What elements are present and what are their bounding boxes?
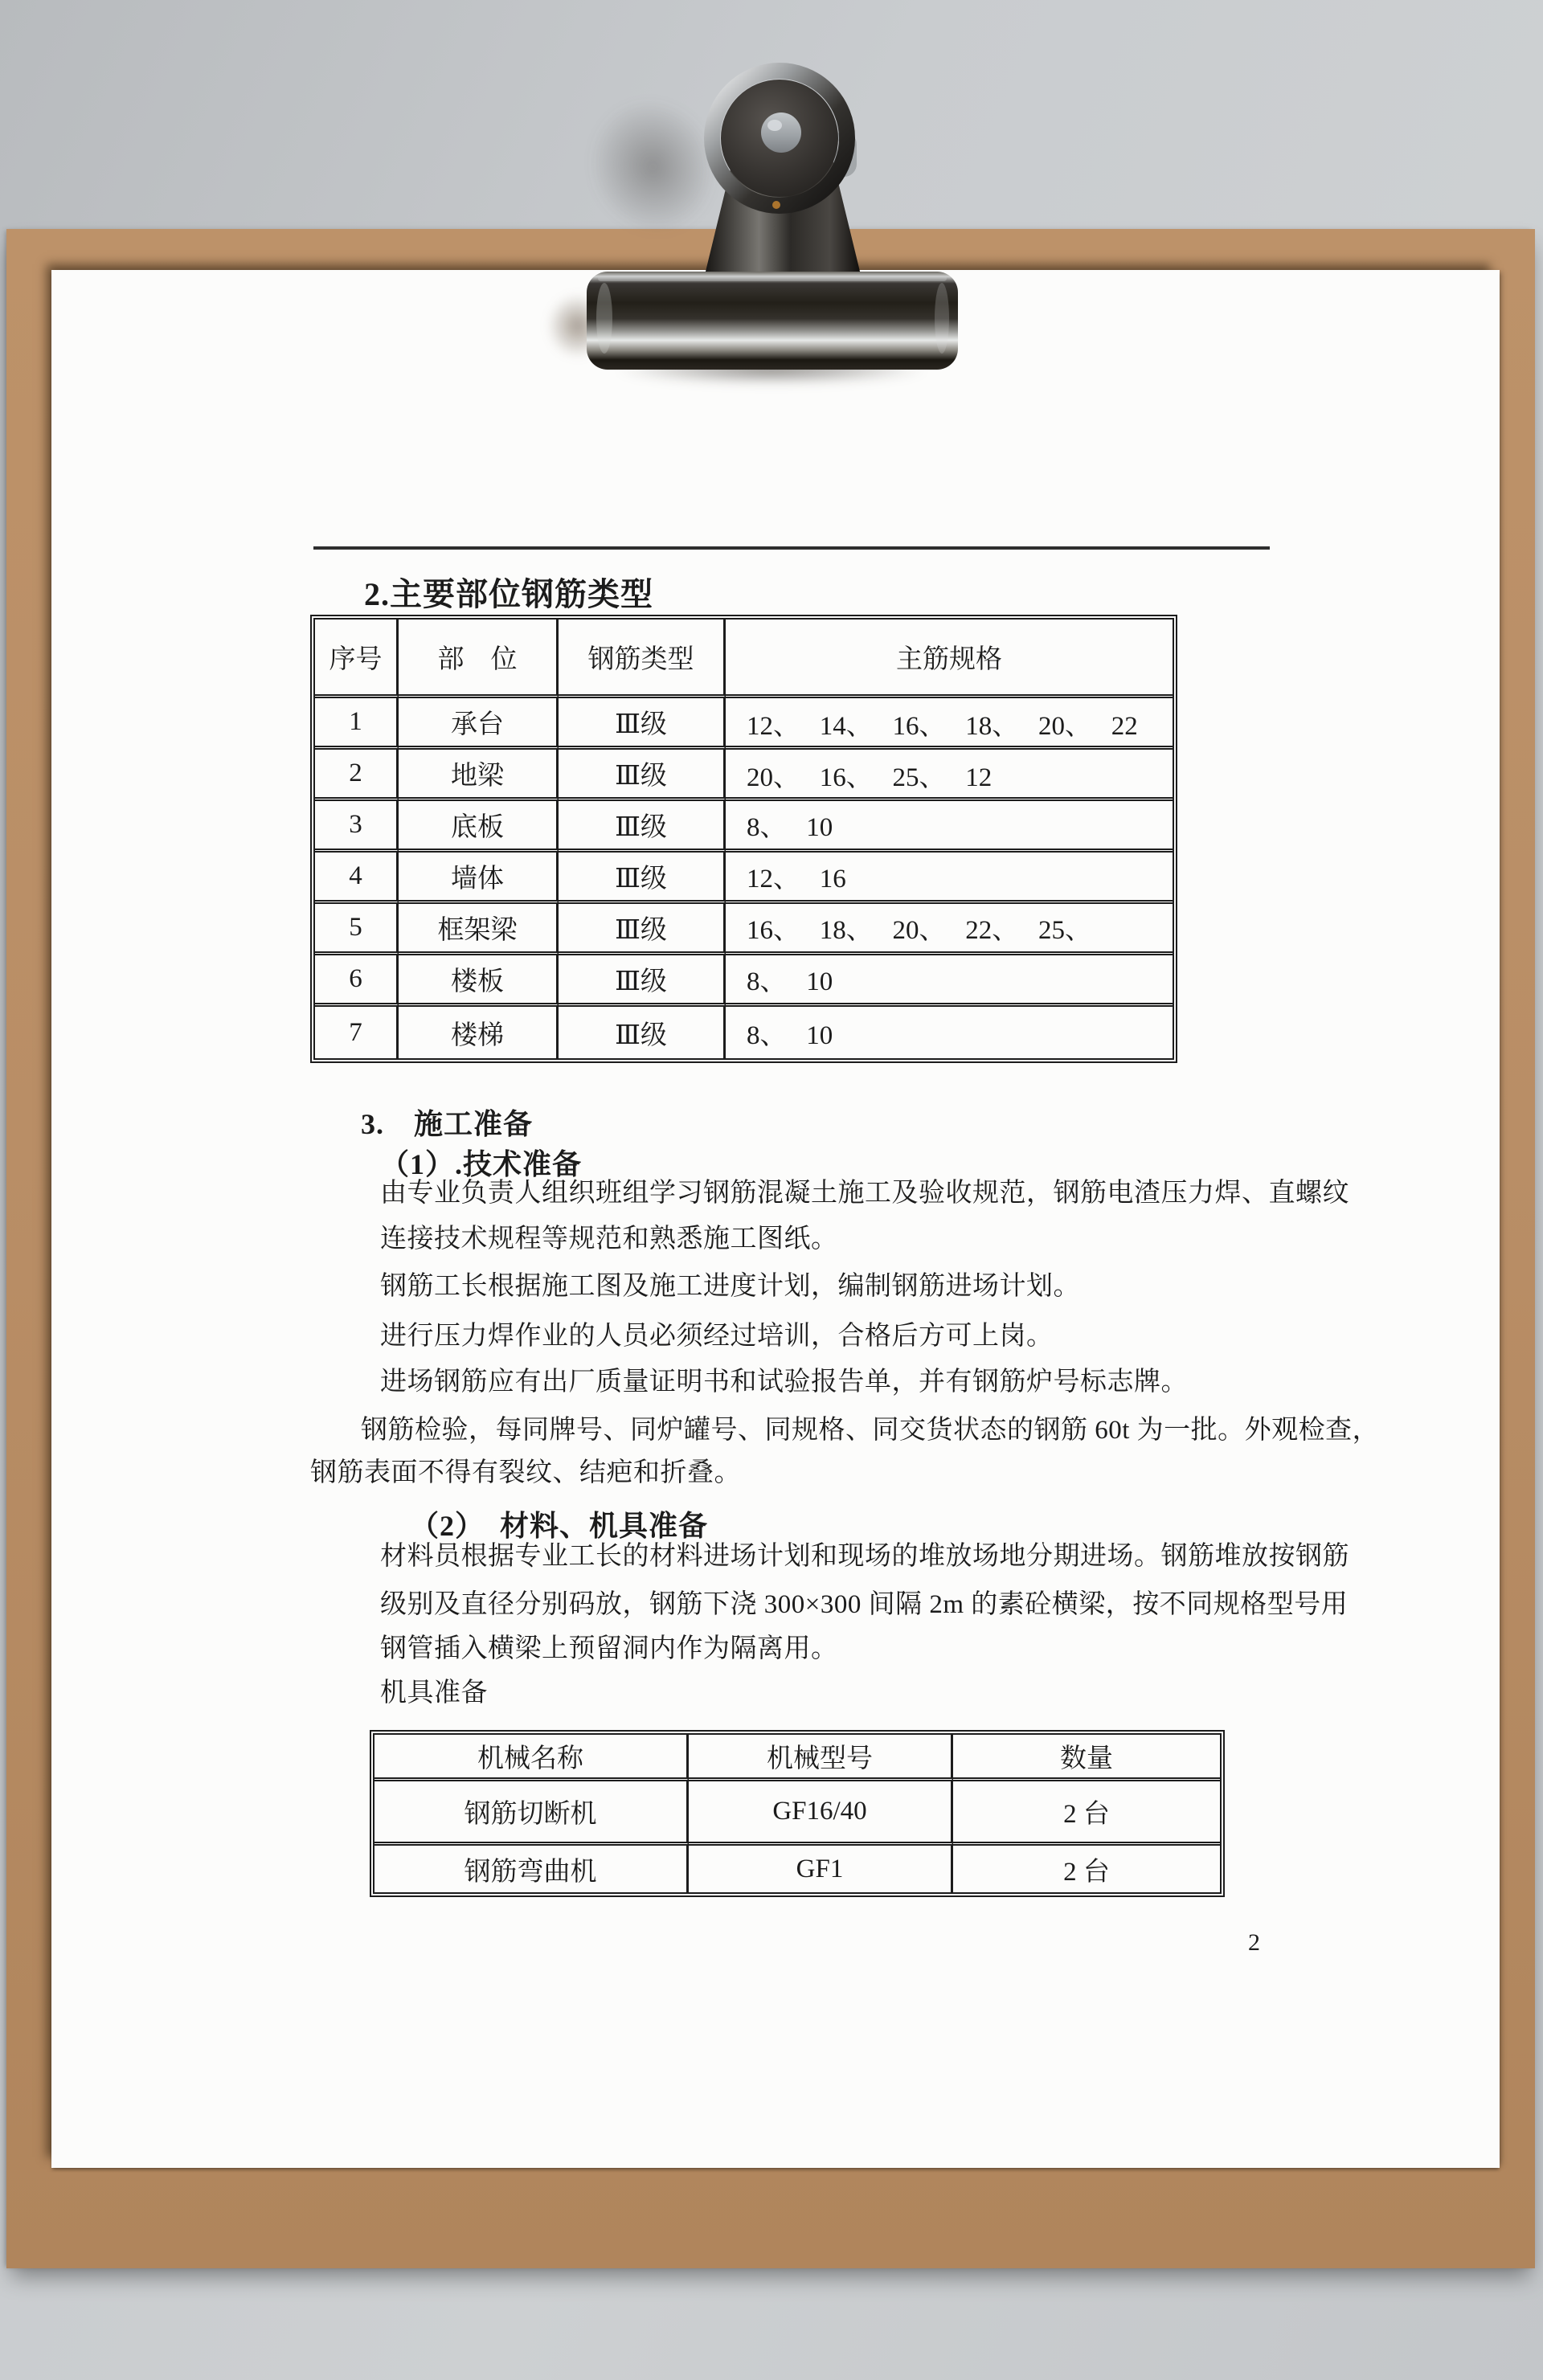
cell-spec: 8、 10: [747, 1020, 833, 1050]
clip-glint: [772, 201, 780, 209]
paragraph-line: 进场钢筋应有出厂质量证明书和试验报告单，并有钢筋炉号标志牌。: [380, 1368, 1188, 1397]
cell-spec: 16、 18、 20、 22、 25、: [726, 904, 1173, 955]
rebar-table: [310, 615, 1177, 1063]
cell-type: Ⅲ级: [559, 1007, 726, 1058]
cell-spec: 12、 14、 16、 18、 20、 22: [726, 698, 1173, 750]
paragraph-line: 进行压力焊作业的人员必须经过培训，合格后方可上岗。: [380, 1322, 1054, 1351]
col-header-type: 钢筋类型: [559, 620, 726, 698]
cell-spec: 8、 10: [726, 955, 1173, 1007]
cell-machine-name: 钢筋切断机: [374, 1781, 689, 1846]
table-row: [374, 1781, 1220, 1846]
cell-machine-model: GF16/40: [689, 1781, 953, 1846]
cell-spec: 12、 16: [726, 853, 1173, 904]
paragraph-line: 钢筋检验，每同牌号、同炉罐号、同规格、同交货状态的钢筋 60t 为一批。外观检查，: [361, 1416, 1380, 1445]
table-row: [315, 698, 1173, 750]
paper-sheet: [51, 270, 1500, 2168]
cell-type: Ⅲ级: [559, 904, 726, 955]
cell-index: 7: [315, 1007, 399, 1058]
machinery-table-header-row: [374, 1735, 1220, 1781]
cell-part: 承台: [399, 698, 559, 750]
cell-index: 5: [315, 904, 399, 955]
cell-index: 1: [315, 698, 399, 750]
cell-index: 4: [315, 853, 399, 904]
col-header-spec: 主筋规格: [726, 620, 1173, 698]
cell-quantity: 2 台: [1063, 1857, 1110, 1887]
table-row: [315, 904, 1173, 955]
cell-index: 6: [315, 955, 399, 1007]
cell-part: 墙体: [399, 853, 559, 904]
col-header-index: 序号: [315, 620, 399, 698]
paragraph-line: 材料员根据专业工长的材料进场计划和现场的堆放场地分期进场。钢筋堆放按钢筋: [380, 1542, 1349, 1571]
col-header-machine-name: 机械名称: [374, 1735, 689, 1781]
binder-clip: [498, 32, 980, 378]
paragraph-line: 钢筋表面不得有裂纹、结疤和折叠。: [310, 1458, 741, 1487]
cell-spec: 8、 10: [726, 801, 1173, 853]
cell-type: Ⅲ级: [559, 955, 726, 1007]
cell-machine-name: 钢筋弯曲机: [374, 1846, 689, 1892]
clip-base-left-highlight: [596, 283, 612, 354]
table-row: [315, 955, 1173, 1007]
section3-heading: 3. 施工准备: [361, 1108, 534, 1140]
machinery-table: [370, 1730, 1225, 1897]
col-header-part: 部 位: [399, 620, 559, 698]
cell-part: 框架梁: [399, 904, 559, 955]
cell-type: Ⅲ级: [559, 853, 726, 904]
rebar-table-wrap: [310, 615, 1168, 1063]
cell-type: Ⅲ级: [559, 801, 726, 853]
header-rule: [313, 546, 1270, 550]
paragraph-line: 连接技术规程等规范和熟悉施工图纸。: [380, 1225, 838, 1253]
paragraph-line: 钢筋工长根据施工图及施工进度计划，编制钢筋进场计划。: [380, 1272, 1080, 1301]
table-row: [315, 1007, 1173, 1058]
cell-part: 底板: [399, 801, 559, 853]
cell-index: 2: [315, 750, 399, 801]
cell-part: 楼梯: [399, 1007, 559, 1058]
table-row: [374, 1846, 1220, 1892]
paragraph-line: 钢管插入横梁上预留洞内作为隔离用。: [380, 1634, 838, 1663]
clip-hole-icon: [761, 112, 801, 153]
materials-prep-heading: （2） 材料、机具准备: [410, 1510, 709, 1542]
paragraph-line: 级别及直径分别码放，钢筋下浇 300×300 间隔 2m 的素砼横梁，按不同规格型号用: [380, 1590, 1349, 1619]
col-header-quantity: 数量: [953, 1735, 1220, 1781]
cell-index: 3: [315, 801, 399, 853]
clip-base-right-highlight: [935, 283, 949, 354]
rebar-table-header-row: [315, 620, 1173, 698]
cell-spec: 20、 16、 25、 12: [726, 750, 1173, 801]
machinery-table-wrap: [370, 1730, 1215, 1897]
cell-part: 楼板: [399, 955, 559, 1007]
tools-prep-label: 机具准备: [380, 1679, 488, 1707]
col-header-machine-model: 机械型号: [689, 1735, 953, 1781]
clip-base: [587, 272, 958, 370]
clip-hole-highlight: [767, 120, 782, 131]
table-row: [315, 801, 1173, 853]
table-row: [315, 750, 1173, 801]
cell-type: Ⅲ级: [559, 698, 726, 750]
cell-part: 地梁: [399, 750, 559, 801]
clip-base-top-rim: [598, 276, 947, 281]
section2-heading: 2.主要部位钢筋类型: [364, 576, 653, 612]
cell-machine-model: GF1: [689, 1846, 953, 1892]
cell-quantity: 2 台: [953, 1781, 1220, 1846]
technical-prep-heading: （1）.技术准备: [380, 1148, 583, 1180]
page-number: 2: [1248, 1929, 1260, 1956]
table-row: [315, 853, 1173, 904]
cell-type: Ⅲ级: [559, 750, 726, 801]
paragraph-line: 由专业负责人组织班组学习钢筋混凝土施工及验收规范，钢筋电渣压力焊、直螺纹: [380, 1179, 1349, 1208]
